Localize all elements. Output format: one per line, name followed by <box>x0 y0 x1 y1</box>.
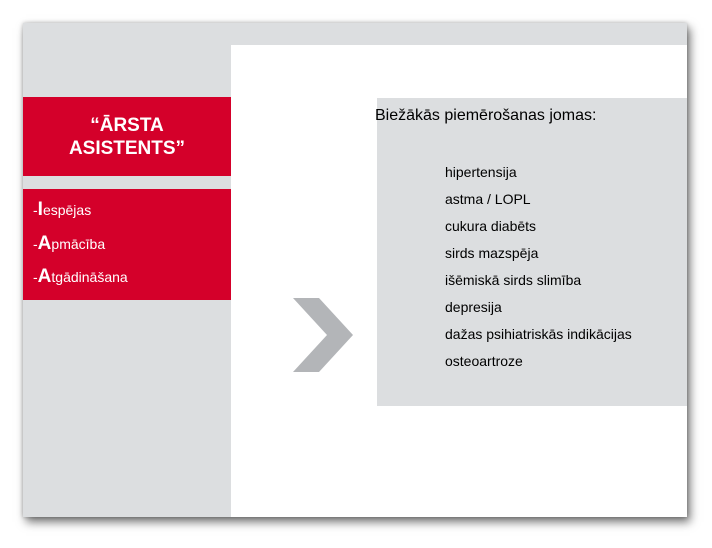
slide-title: “ĀRSTA ASISTENTS” <box>68 114 186 159</box>
feature-initial: A <box>37 233 52 254</box>
feature-rest: tgādināšana <box>51 269 128 285</box>
feature-initial: A <box>37 266 52 287</box>
title-box <box>23 97 231 176</box>
feature-prefix: - <box>33 236 38 252</box>
feature-initial: I <box>37 199 43 220</box>
list-item: dažas psihiatriskās indikācijas <box>445 326 632 342</box>
list-item: depresija <box>445 299 502 315</box>
feature-rest: espējas <box>42 202 92 218</box>
feature-rest: pmācība <box>51 236 106 252</box>
list-item: astma / LOPL <box>445 191 531 207</box>
slide <box>23 23 687 517</box>
list-item: osteoartroze <box>445 353 523 369</box>
list-item: cukura diabēts <box>445 218 537 234</box>
feature-prefix: - <box>33 202 38 218</box>
feature-item-iespejas <box>33 199 91 221</box>
feature-prefix: - <box>33 269 38 285</box>
chevron-right-icon <box>293 298 353 372</box>
list-item: hipertensija <box>445 164 517 180</box>
list-item: išēmiskā sirds slimība <box>445 272 582 288</box>
feature-item-atgadinasana <box>33 266 128 288</box>
areas-list <box>445 162 632 378</box>
feature-list <box>23 189 231 300</box>
feature-item-apmaciba <box>33 233 105 255</box>
content-heading: Biežākās piemērošanas jomas: <box>375 107 597 124</box>
list-item: sirds mazspēja <box>445 245 539 261</box>
